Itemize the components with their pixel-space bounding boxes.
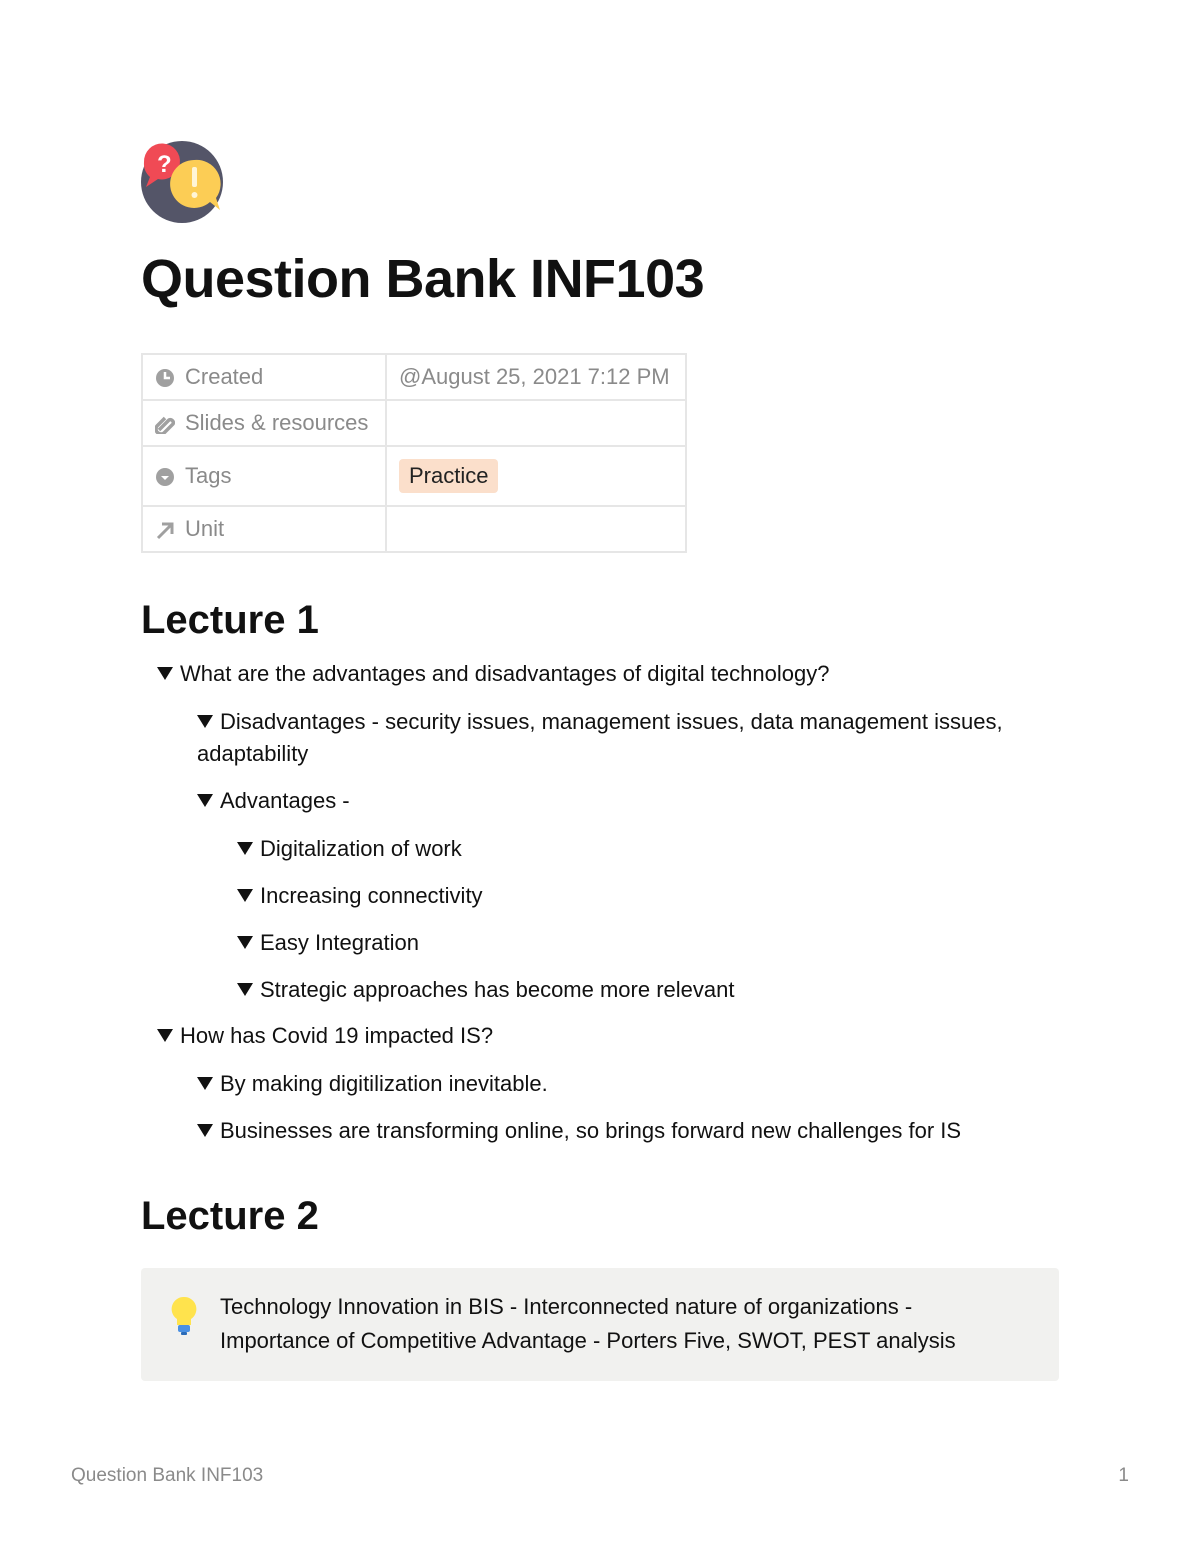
toggle-item[interactable] [237, 880, 483, 912]
toggle-text: How has Covid 19 impacted IS? [180, 1023, 494, 1048]
toggle-item[interactable] [157, 1020, 493, 1052]
toggle-triangle-icon[interactable] [197, 1077, 213, 1090]
toggle-text: What are the advantages and disadvantages of digital technology? [180, 661, 830, 686]
toggle-text: Businesses are transforming online, so brings forward new challenges for IS [220, 1118, 962, 1143]
question-exclamation-bubbles-icon [140, 140, 224, 224]
toggle-text: Digitalization of work [260, 836, 462, 861]
property-label: Slides & resources [185, 410, 369, 435]
footer-title: Question Bank INF103 [71, 1465, 264, 1486]
toggle-text: Easy Integration [260, 930, 419, 955]
properties-table [141, 353, 687, 553]
page-title: Question Bank INF103 [141, 249, 705, 309]
toggle-text: Advantages - [220, 788, 350, 813]
toggle-item[interactable] [157, 658, 829, 690]
property-label: Tags [185, 463, 232, 488]
toggle-triangle-icon[interactable] [157, 667, 173, 680]
property-row-slides [142, 400, 686, 446]
property-row-unit [142, 506, 686, 552]
tag-practice[interactable]: Practice [399, 459, 498, 493]
property-row-tags [142, 446, 686, 506]
toggle-text: Disadvantages - security issues, management issues, data management issues, [220, 709, 1003, 734]
toggle-triangle-icon[interactable] [157, 1029, 173, 1042]
toggle-triangle-icon[interactable] [237, 889, 253, 902]
property-value-slides[interactable] [386, 400, 686, 446]
svg-text:?: ? [157, 151, 172, 178]
section-heading-lecture-2: Lecture 2 [141, 1194, 319, 1238]
property-label: Unit [185, 516, 225, 541]
toggle-text-wrap: adaptability [197, 741, 309, 766]
toggle-triangle-icon[interactable] [197, 794, 213, 807]
toggle-triangle-icon[interactable] [237, 936, 253, 949]
paperclip-icon [155, 414, 175, 434]
section-heading-lecture-1: Lecture 1 [141, 598, 319, 642]
toggle-item[interactable] [237, 974, 734, 1006]
toggle-item[interactable] [237, 833, 462, 865]
toggle-item[interactable] [197, 1068, 548, 1100]
toggle-item[interactable] [197, 1115, 961, 1147]
toggle-triangle-icon[interactable] [237, 842, 253, 855]
toggle-triangle-icon[interactable] [197, 1124, 213, 1137]
footer-page-number: 1 [1118, 1465, 1129, 1486]
relation-arrow-icon [155, 520, 175, 540]
callout-block [141, 1268, 1059, 1381]
toggle-triangle-icon[interactable] [237, 983, 253, 996]
toggle-item[interactable] [197, 706, 1003, 738]
tag-icon [155, 467, 175, 487]
toggle-item[interactable] [197, 785, 350, 817]
toggle-text: By making digitilization inevitable. [220, 1071, 548, 1096]
clock-icon [155, 368, 175, 388]
property-value-unit[interactable] [386, 506, 686, 552]
toggle-text: Strategic approaches has become more relevant [260, 977, 735, 1002]
toggle-triangle-icon[interactable] [197, 715, 213, 728]
toggle-item[interactable] [237, 927, 419, 959]
toggle-text: Increasing connectivity [260, 883, 483, 908]
callout-text: Technology Innovation in BIS - Interconnected nature of organizations - Importance of Competitive Advantage - Porters Five, SWOT, PEST analysis [220, 1294, 956, 1353]
property-value-created[interactable]: @August 25, 2021 7:12 PM [386, 354, 686, 400]
lightbulb-icon [171, 1296, 197, 1336]
property-label: Created [185, 364, 264, 389]
property-row-created [142, 354, 686, 400]
page-icon [140, 140, 224, 224]
